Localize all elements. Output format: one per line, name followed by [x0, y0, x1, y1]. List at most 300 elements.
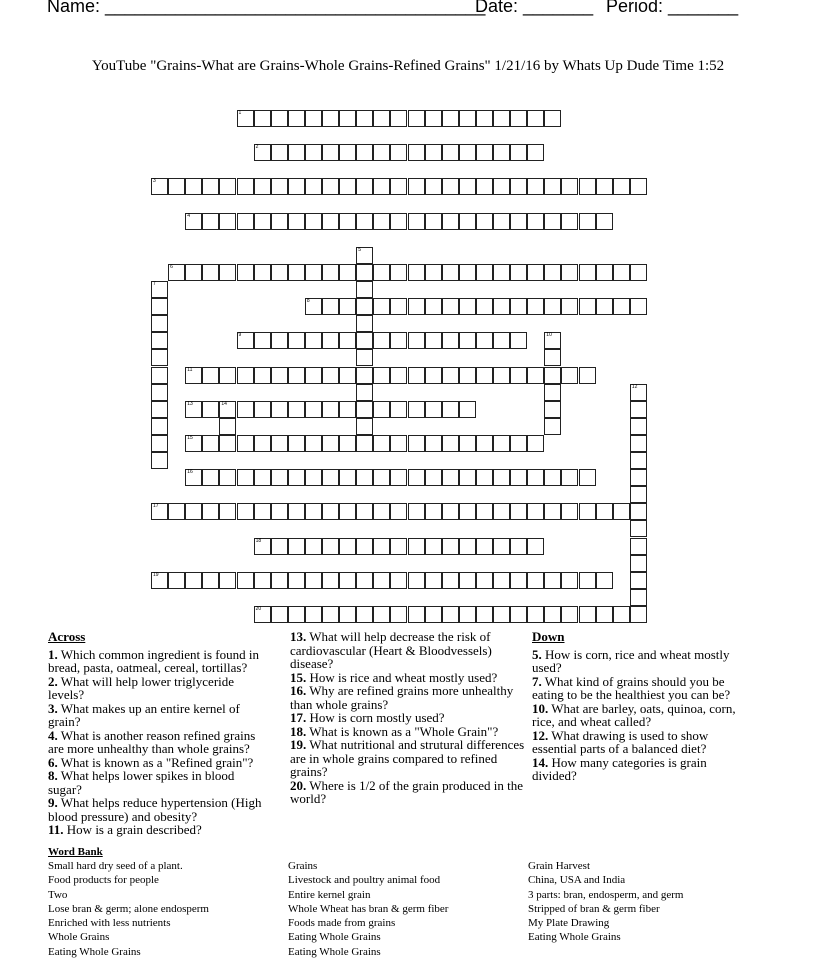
- crossword-cell[interactable]: [510, 110, 527, 127]
- crossword-cell[interactable]: [356, 247, 373, 264]
- crossword-cell[interactable]: [356, 315, 373, 332]
- crossword-cell[interactable]: [579, 298, 596, 315]
- crossword-cell[interactable]: [459, 332, 476, 349]
- crossword-cell[interactable]: [408, 332, 425, 349]
- crossword-cell[interactable]: [390, 332, 407, 349]
- crossword-cell[interactable]: [442, 503, 459, 520]
- crossword-cell[interactable]: [390, 401, 407, 418]
- crossword-cell[interactable]: [151, 298, 168, 315]
- crossword-cell[interactable]: [561, 298, 578, 315]
- crossword-cell[interactable]: [373, 332, 390, 349]
- crossword-cell[interactable]: [237, 572, 254, 589]
- crossword-cell[interactable]: [254, 469, 271, 486]
- crossword-cell[interactable]: [425, 469, 442, 486]
- crossword-cell[interactable]: [219, 367, 236, 384]
- crossword-cell[interactable]: [459, 401, 476, 418]
- crossword-cell[interactable]: [459, 435, 476, 452]
- period-field-label[interactable]: Period: _______: [606, 0, 739, 16]
- crossword-cell[interactable]: [339, 503, 356, 520]
- crossword-cell[interactable]: [493, 213, 510, 230]
- crossword-cell[interactable]: [544, 298, 561, 315]
- crossword-cell[interactable]: [493, 538, 510, 555]
- crossword-cell[interactable]: [237, 213, 254, 230]
- crossword-cell[interactable]: [459, 298, 476, 315]
- crossword-cell[interactable]: [596, 264, 613, 281]
- crossword-cell[interactable]: [373, 606, 390, 623]
- crossword-cell[interactable]: [288, 213, 305, 230]
- crossword-cell[interactable]: [356, 435, 373, 452]
- crossword-cell[interactable]: [237, 503, 254, 520]
- crossword-cell[interactable]: [339, 213, 356, 230]
- crossword-cell[interactable]: [425, 144, 442, 161]
- crossword-cell[interactable]: [254, 606, 271, 623]
- crossword-cell[interactable]: [151, 367, 168, 384]
- crossword-cell[interactable]: [237, 178, 254, 195]
- crossword-cell[interactable]: [322, 213, 339, 230]
- crossword-cell[interactable]: [527, 503, 544, 520]
- crossword-cell[interactable]: [219, 264, 236, 281]
- crossword-cell[interactable]: [493, 110, 510, 127]
- crossword-cell[interactable]: [425, 503, 442, 520]
- crossword-cell[interactable]: [322, 469, 339, 486]
- crossword-cell[interactable]: [151, 503, 168, 520]
- crossword-cell[interactable]: [493, 606, 510, 623]
- crossword-cell[interactable]: [373, 469, 390, 486]
- crossword-cell[interactable]: [561, 606, 578, 623]
- crossword-cell[interactable]: [459, 572, 476, 589]
- crossword-cell[interactable]: [288, 401, 305, 418]
- crossword-cell[interactable]: [305, 572, 322, 589]
- crossword-cell[interactable]: [356, 349, 373, 366]
- crossword-cell[interactable]: [254, 401, 271, 418]
- crossword-cell[interactable]: [544, 349, 561, 366]
- crossword-cell[interactable]: [408, 367, 425, 384]
- crossword-cell[interactable]: [271, 110, 288, 127]
- crossword-cell[interactable]: [322, 110, 339, 127]
- crossword-cell[interactable]: [390, 144, 407, 161]
- crossword-cell[interactable]: [493, 572, 510, 589]
- crossword-cell[interactable]: [288, 606, 305, 623]
- crossword-cell[interactable]: [305, 503, 322, 520]
- crossword-cell[interactable]: [408, 503, 425, 520]
- crossword-cell[interactable]: [459, 469, 476, 486]
- crossword-cell[interactable]: [510, 213, 527, 230]
- crossword-cell[interactable]: [579, 606, 596, 623]
- crossword-cell[interactable]: [390, 503, 407, 520]
- crossword-cell[interactable]: [185, 435, 202, 452]
- crossword-cell[interactable]: [373, 572, 390, 589]
- crossword-cell[interactable]: [476, 503, 493, 520]
- crossword-cell[interactable]: [613, 178, 630, 195]
- crossword-cell[interactable]: [305, 144, 322, 161]
- crossword-cell[interactable]: [527, 572, 544, 589]
- crossword-cell[interactable]: [425, 572, 442, 589]
- crossword-cell[interactable]: [168, 264, 185, 281]
- crossword-cell[interactable]: [237, 110, 254, 127]
- crossword-cell[interactable]: [630, 435, 647, 452]
- crossword-cell[interactable]: [356, 418, 373, 435]
- crossword-cell[interactable]: [322, 606, 339, 623]
- crossword-cell[interactable]: [510, 606, 527, 623]
- crossword-cell[interactable]: [288, 178, 305, 195]
- crossword-cell[interactable]: [425, 264, 442, 281]
- crossword-cell[interactable]: [510, 435, 527, 452]
- crossword-cell[interactable]: [630, 469, 647, 486]
- crossword-cell[interactable]: [442, 469, 459, 486]
- crossword-cell[interactable]: [544, 401, 561, 418]
- crossword-cell[interactable]: [151, 452, 168, 469]
- crossword-cell[interactable]: [185, 469, 202, 486]
- crossword-cell[interactable]: [476, 572, 493, 589]
- crossword-cell[interactable]: [425, 178, 442, 195]
- crossword-cell[interactable]: [561, 367, 578, 384]
- crossword-cell[interactable]: [630, 503, 647, 520]
- crossword-cell[interactable]: [442, 401, 459, 418]
- crossword-cell[interactable]: [390, 110, 407, 127]
- crossword-cell[interactable]: [219, 469, 236, 486]
- crossword-cell[interactable]: [271, 572, 288, 589]
- crossword-cell[interactable]: [271, 606, 288, 623]
- crossword-cell[interactable]: [425, 538, 442, 555]
- crossword-cell[interactable]: [510, 332, 527, 349]
- crossword-cell[interactable]: [425, 367, 442, 384]
- crossword-cell[interactable]: [288, 110, 305, 127]
- crossword-cell[interactable]: [254, 264, 271, 281]
- crossword-cell[interactable]: [544, 469, 561, 486]
- crossword-cell[interactable]: [202, 503, 219, 520]
- crossword-cell[interactable]: [408, 538, 425, 555]
- crossword-cell[interactable]: [373, 401, 390, 418]
- crossword-cell[interactable]: [476, 178, 493, 195]
- crossword-cell[interactable]: [527, 213, 544, 230]
- crossword-cell[interactable]: [390, 606, 407, 623]
- crossword-cell[interactable]: [596, 503, 613, 520]
- crossword-cell[interactable]: [579, 503, 596, 520]
- crossword-cell[interactable]: [442, 144, 459, 161]
- crossword-cell[interactable]: [630, 384, 647, 401]
- crossword-cell[interactable]: [305, 367, 322, 384]
- crossword-cell[interactable]: [425, 298, 442, 315]
- crossword-cell[interactable]: [527, 367, 544, 384]
- crossword-cell[interactable]: [254, 367, 271, 384]
- crossword-cell[interactable]: [322, 538, 339, 555]
- crossword-cell[interactable]: [237, 469, 254, 486]
- crossword-cell[interactable]: [561, 469, 578, 486]
- crossword-cell[interactable]: [237, 367, 254, 384]
- crossword-cell[interactable]: [356, 384, 373, 401]
- crossword-cell[interactable]: [322, 144, 339, 161]
- crossword-cell[interactable]: [613, 298, 630, 315]
- crossword-cell[interactable]: [288, 367, 305, 384]
- crossword-cell[interactable]: [630, 538, 647, 555]
- crossword-cell[interactable]: [527, 606, 544, 623]
- crossword-cell[interactable]: [305, 435, 322, 452]
- crossword-cell[interactable]: [356, 469, 373, 486]
- crossword-cell[interactable]: [202, 469, 219, 486]
- crossword-cell[interactable]: [493, 178, 510, 195]
- crossword-cell[interactable]: [185, 213, 202, 230]
- crossword-cell[interactable]: [527, 144, 544, 161]
- crossword-cell[interactable]: [579, 264, 596, 281]
- crossword-cell[interactable]: [373, 298, 390, 315]
- crossword-cell[interactable]: [630, 572, 647, 589]
- crossword-cell[interactable]: [630, 178, 647, 195]
- crossword-cell[interactable]: [373, 503, 390, 520]
- crossword-cell[interactable]: [254, 503, 271, 520]
- crossword-cell[interactable]: [527, 538, 544, 555]
- crossword-cell[interactable]: [339, 332, 356, 349]
- crossword-cell[interactable]: [390, 538, 407, 555]
- crossword-cell[interactable]: [254, 144, 271, 161]
- crossword-cell[interactable]: [442, 435, 459, 452]
- crossword-cell[interactable]: [151, 332, 168, 349]
- crossword-cell[interactable]: [596, 298, 613, 315]
- crossword-cell[interactable]: [339, 606, 356, 623]
- crossword-cell[interactable]: [356, 606, 373, 623]
- crossword-cell[interactable]: [305, 110, 322, 127]
- crossword-cell[interactable]: [356, 178, 373, 195]
- crossword-cell[interactable]: [151, 418, 168, 435]
- crossword-cell[interactable]: [390, 435, 407, 452]
- crossword-cell[interactable]: [288, 332, 305, 349]
- crossword-cell[interactable]: [390, 178, 407, 195]
- crossword-cell[interactable]: [613, 503, 630, 520]
- crossword-cell[interactable]: [544, 503, 561, 520]
- crossword-cell[interactable]: [408, 469, 425, 486]
- crossword-cell[interactable]: [630, 264, 647, 281]
- crossword-cell[interactable]: [373, 178, 390, 195]
- crossword-cell[interactable]: [442, 298, 459, 315]
- crossword-cell[interactable]: [630, 606, 647, 623]
- crossword-cell[interactable]: [544, 264, 561, 281]
- crossword-cell[interactable]: [408, 264, 425, 281]
- crossword-cell[interactable]: [408, 606, 425, 623]
- crossword-cell[interactable]: [271, 435, 288, 452]
- crossword-cell[interactable]: [630, 418, 647, 435]
- crossword-cell[interactable]: [219, 503, 236, 520]
- crossword-cell[interactable]: [322, 503, 339, 520]
- crossword-cell[interactable]: [202, 178, 219, 195]
- crossword-cell[interactable]: [510, 144, 527, 161]
- crossword-cell[interactable]: [356, 213, 373, 230]
- crossword-cell[interactable]: [219, 418, 236, 435]
- crossword-cell[interactable]: [596, 178, 613, 195]
- crossword-cell[interactable]: [322, 332, 339, 349]
- crossword-cell[interactable]: [305, 213, 322, 230]
- crossword-cell[interactable]: [510, 367, 527, 384]
- crossword-cell[interactable]: [271, 469, 288, 486]
- crossword-cell[interactable]: [408, 110, 425, 127]
- crossword-cell[interactable]: [476, 538, 493, 555]
- crossword-cell[interactable]: [408, 213, 425, 230]
- crossword-cell[interactable]: [442, 332, 459, 349]
- crossword-cell[interactable]: [185, 178, 202, 195]
- crossword-cell[interactable]: [288, 264, 305, 281]
- crossword-cell[interactable]: [630, 401, 647, 418]
- crossword-cell[interactable]: [459, 110, 476, 127]
- crossword-cell[interactable]: [476, 264, 493, 281]
- crossword-cell[interactable]: [271, 367, 288, 384]
- crossword-cell[interactable]: [219, 213, 236, 230]
- crossword-cell[interactable]: [630, 520, 647, 537]
- crossword-cell[interactable]: [254, 538, 271, 555]
- crossword-cell[interactable]: [510, 298, 527, 315]
- crossword-cell[interactable]: [544, 178, 561, 195]
- crossword-cell[interactable]: [271, 144, 288, 161]
- crossword-cell[interactable]: [168, 178, 185, 195]
- crossword-cell[interactable]: [425, 332, 442, 349]
- crossword-cell[interactable]: [237, 435, 254, 452]
- crossword-cell[interactable]: [425, 401, 442, 418]
- crossword-cell[interactable]: [476, 298, 493, 315]
- crossword-cell[interactable]: [493, 503, 510, 520]
- crossword-cell[interactable]: [459, 367, 476, 384]
- crossword-cell[interactable]: [527, 264, 544, 281]
- crossword-cell[interactable]: [202, 213, 219, 230]
- crossword-cell[interactable]: [254, 572, 271, 589]
- crossword-cell[interactable]: [151, 178, 168, 195]
- crossword-cell[interactable]: [271, 401, 288, 418]
- crossword-cell[interactable]: [442, 572, 459, 589]
- crossword-cell[interactable]: [288, 435, 305, 452]
- crossword-cell[interactable]: [493, 367, 510, 384]
- crossword-cell[interactable]: [356, 332, 373, 349]
- crossword-cell[interactable]: [151, 281, 168, 298]
- crossword-cell[interactable]: [271, 332, 288, 349]
- crossword-cell[interactable]: [339, 298, 356, 315]
- crossword-cell[interactable]: [254, 110, 271, 127]
- crossword-cell[interactable]: [459, 178, 476, 195]
- crossword-cell[interactable]: [305, 606, 322, 623]
- crossword-cell[interactable]: [476, 606, 493, 623]
- crossword-cell[interactable]: [254, 213, 271, 230]
- crossword-cell[interactable]: [544, 332, 561, 349]
- crossword-cell[interactable]: [237, 264, 254, 281]
- crossword-cell[interactable]: [579, 178, 596, 195]
- crossword-cell[interactable]: [613, 264, 630, 281]
- crossword-cell[interactable]: [561, 264, 578, 281]
- crossword-cell[interactable]: [613, 606, 630, 623]
- crossword-cell[interactable]: [356, 503, 373, 520]
- crossword-cell[interactable]: [322, 367, 339, 384]
- crossword-cell[interactable]: [219, 178, 236, 195]
- crossword-cell[interactable]: [408, 178, 425, 195]
- crossword-cell[interactable]: [630, 486, 647, 503]
- crossword-cell[interactable]: [271, 213, 288, 230]
- crossword-cell[interactable]: [579, 367, 596, 384]
- crossword-cell[interactable]: [390, 572, 407, 589]
- crossword-cell[interactable]: [390, 213, 407, 230]
- crossword-cell[interactable]: [408, 401, 425, 418]
- crossword-cell[interactable]: [356, 572, 373, 589]
- crossword-cell[interactable]: [271, 178, 288, 195]
- crossword-cell[interactable]: [408, 572, 425, 589]
- crossword-cell[interactable]: [408, 435, 425, 452]
- crossword-cell[interactable]: [493, 144, 510, 161]
- crossword-cell[interactable]: [288, 572, 305, 589]
- crossword-cell[interactable]: [527, 298, 544, 315]
- crossword-cell[interactable]: [390, 367, 407, 384]
- crossword-cell[interactable]: [579, 213, 596, 230]
- crossword-cell[interactable]: [544, 418, 561, 435]
- crossword-cell[interactable]: [288, 538, 305, 555]
- crossword-cell[interactable]: [237, 401, 254, 418]
- crossword-cell[interactable]: [185, 572, 202, 589]
- name-field-label[interactable]: Name: ______________________________________: [47, 0, 486, 16]
- crossword-cell[interactable]: [322, 435, 339, 452]
- crossword-cell[interactable]: [442, 606, 459, 623]
- crossword-cell[interactable]: [493, 298, 510, 315]
- crossword-cell[interactable]: [476, 469, 493, 486]
- crossword-cell[interactable]: [459, 213, 476, 230]
- crossword-cell[interactable]: [373, 264, 390, 281]
- crossword-cell[interactable]: [544, 572, 561, 589]
- crossword-cell[interactable]: [185, 264, 202, 281]
- crossword-cell[interactable]: [202, 401, 219, 418]
- crossword-cell[interactable]: [425, 606, 442, 623]
- crossword-cell[interactable]: [305, 538, 322, 555]
- crossword-cell[interactable]: [596, 213, 613, 230]
- crossword-cell[interactable]: [561, 213, 578, 230]
- crossword-cell[interactable]: [322, 178, 339, 195]
- crossword-cell[interactable]: [305, 401, 322, 418]
- crossword-cell[interactable]: [459, 144, 476, 161]
- crossword-cell[interactable]: [527, 110, 544, 127]
- crossword-cell[interactable]: [271, 264, 288, 281]
- crossword-cell[interactable]: [288, 144, 305, 161]
- crossword-cell[interactable]: [322, 572, 339, 589]
- crossword-cell[interactable]: [579, 572, 596, 589]
- crossword-cell[interactable]: [408, 298, 425, 315]
- crossword-cell[interactable]: [339, 538, 356, 555]
- crossword-cell[interactable]: [459, 264, 476, 281]
- crossword-cell[interactable]: [202, 435, 219, 452]
- crossword-cell[interactable]: [151, 435, 168, 452]
- crossword-cell[interactable]: [561, 503, 578, 520]
- date-field-label[interactable]: Date: _______: [475, 0, 594, 16]
- crossword-cell[interactable]: [305, 178, 322, 195]
- crossword-cell[interactable]: [476, 367, 493, 384]
- crossword-cell[interactable]: [202, 264, 219, 281]
- crossword-cell[interactable]: [630, 298, 647, 315]
- crossword-cell[interactable]: [390, 298, 407, 315]
- crossword-cell[interactable]: [339, 469, 356, 486]
- crossword-cell[interactable]: [510, 538, 527, 555]
- crossword-cell[interactable]: [185, 503, 202, 520]
- crossword-cell[interactable]: [544, 110, 561, 127]
- crossword-cell[interactable]: [288, 503, 305, 520]
- crossword-cell[interactable]: [305, 298, 322, 315]
- crossword-cell[interactable]: [630, 452, 647, 469]
- crossword-cell[interactable]: [322, 401, 339, 418]
- crossword-cell[interactable]: [254, 178, 271, 195]
- crossword-cell[interactable]: [339, 264, 356, 281]
- crossword-cell[interactable]: [476, 213, 493, 230]
- crossword-cell[interactable]: [151, 349, 168, 366]
- crossword-cell[interactable]: [356, 281, 373, 298]
- crossword-cell[interactable]: [459, 606, 476, 623]
- crossword-cell[interactable]: [442, 367, 459, 384]
- crossword-cell[interactable]: [151, 315, 168, 332]
- crossword-cell[interactable]: [339, 401, 356, 418]
- crossword-cell[interactable]: [305, 332, 322, 349]
- crossword-cell[interactable]: [630, 555, 647, 572]
- crossword-cell[interactable]: [544, 606, 561, 623]
- crossword-cell[interactable]: [442, 264, 459, 281]
- crossword-cell[interactable]: [356, 367, 373, 384]
- crossword-cell[interactable]: [339, 435, 356, 452]
- crossword-cell[interactable]: [425, 435, 442, 452]
